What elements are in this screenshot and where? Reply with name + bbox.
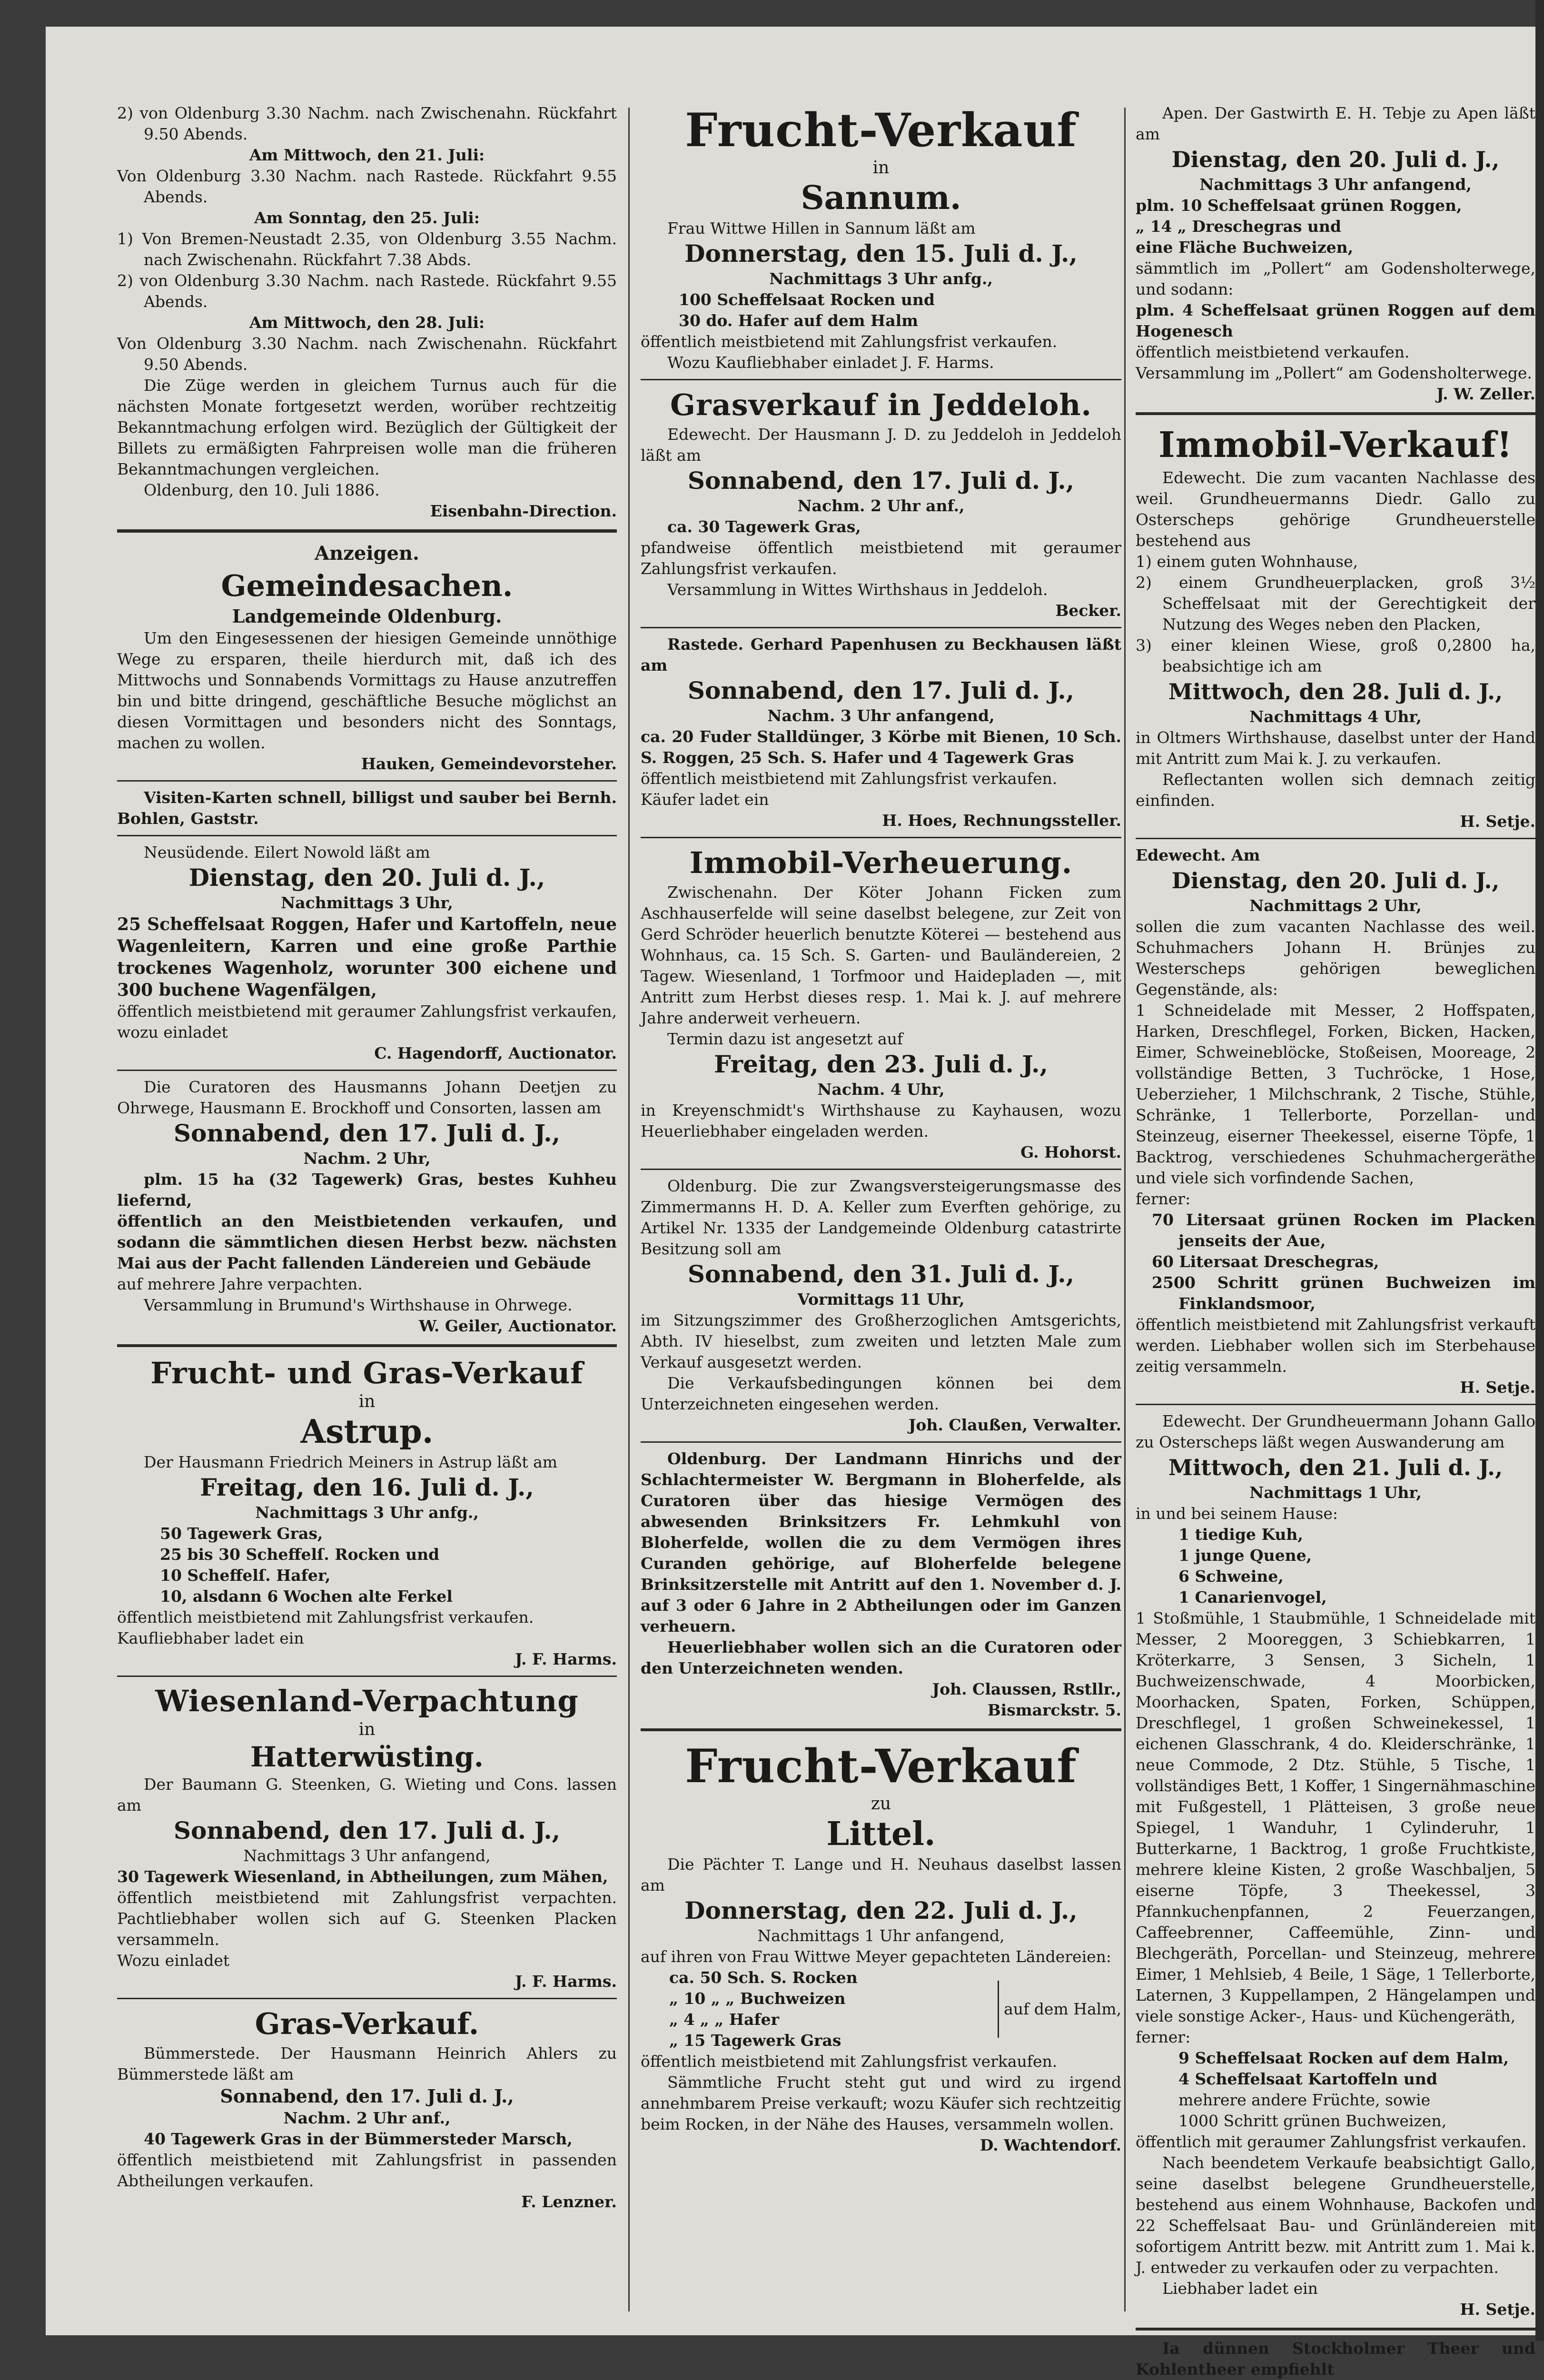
ad-sannum — [641, 103, 1121, 373]
ad-wiesenland — [117, 1683, 617, 1992]
ad-rastede — [641, 634, 1121, 831]
ad-body: Ia dünnen Stockholmer Theer und Kohlentheer empfiehlt — [1136, 2339, 1535, 2379]
ad-body: 25 Scheffelsaat Roggen, Hafer und Kartoffeln, neue Wagenleitern, Karren und eine große Parthie trockenes Wagenholz, worunter 300 eichene und 300 buchene Wagenfälgen, — [117, 914, 617, 1000]
ad-time: Nachmittags 2 Uhr, — [1249, 896, 1422, 915]
ad-body: 1 Stoßmühle, 1 Staubmühle, 1 Schneidelade mit Messer, 2 Mooreggen, 3 Schiebkarren, 1 Kröterkarre, 3 Sensen, 3 Sicheln, 1 Buchweizenschwade, 4 Moorbicken, Moorhacken, Spaten, Forken, Schüppen, Dreschflegel, 1 großen Schweinekessel, 1 eichenen Glasschrank, 4 do. Kleiderschränke, 1 neue Commode, 2 Dtz. Stühle, 5 Tische, 1 vollständiges Bett, 1 Koffer, 1 Singernähmaschine mit Fußgestell, 1 Plätteisen, 3 große neue Spiegel, 1 Wanduhr, 1 Cylinderuhr, 1 Butterkarne, 1 Backtrog, 1 große Fruchtkiste, mehrere kleine Kisten, 2 große Waschbaljen, 5 eiserne Töpfe, 3 Theekessel, 3 Pfannkuchenpfannen, 2 Feuerzangen, Caffeebrenner, Caffeemühle, Zinn- und Blechgeräth, Porcellan- und Steinzeug, mehrere Eimer, 1 Mehlsieb, 4 Beile, 1 Säge, 1 Tellerborte, Laternen, 3 Kuppellampen, 2 Hängelampen und viele sonstige Acker-, Haus- und Küchengeräth, — [1136, 1609, 1535, 2025]
ad-title: Wiesenland-Verpachtung — [155, 1684, 579, 1718]
ad-title: Immobil-Verheuerung. — [689, 845, 1073, 880]
ad-item: 10 Scheffelſ. Hafer, — [160, 1566, 331, 1585]
timetable-line: Von Oldenburg 3.30 Nachm. nach Rastede. Rückfahrt 9.55 Abends. — [117, 167, 617, 206]
ad-time: Nachmittags 3 Uhr anfangend, — [243, 1846, 491, 1865]
ad-tail: Kaufliebhaber ladet ein — [117, 1629, 304, 1647]
ad-item: 2) einem Grundheuerplacken, groß 3½ Scheffelsaat mit der Gerechtigkeit der Nutzung des Weges neben den Placken, — [1136, 573, 1535, 634]
ad-time: Nachm. 2 Uhr, — [303, 1149, 431, 1168]
signature: J. F. Harms. — [515, 1972, 617, 1991]
item-list — [641, 1967, 998, 2051]
divider — [1136, 1404, 1535, 1405]
ad-item: 6 Schweine, — [1178, 1567, 1284, 1586]
divider — [1136, 2328, 1535, 2330]
ad-place: Astrup. — [300, 1413, 434, 1451]
divider — [117, 780, 617, 782]
signature: Joh. Claußen, Verwalter. — [908, 1416, 1121, 1434]
ad-keller — [641, 1176, 1121, 1436]
ad-item: „ 10 „ „ Buchweizen — [669, 1989, 846, 2008]
signature: J. F. Harms. — [515, 1650, 617, 1668]
ad-item: 60 Litersaat Dreschegras, — [1152, 1252, 1379, 1271]
signature: D. Wachtendorf. — [980, 2136, 1121, 2154]
ad-tail: Wozu einladet — [117, 1951, 230, 1970]
ad-body: 30 Tagewerk Wiesenland, in Abtheilungen, zum Mähen, — [117, 1867, 608, 1886]
ad-intro: Edewecht. Der Hausmann J. D. zu Jeddeloh in Jeddeloh läßt am — [641, 425, 1121, 465]
ad-time: Nachm. 4 Uhr, — [817, 1080, 945, 1099]
signature: F. Lenzner. — [521, 2192, 617, 2211]
signature: H. Setje. — [1460, 2300, 1535, 2319]
ad-date: Sonnabend, den 17. Juli d. J., — [173, 1816, 561, 1844]
ad-body: ca. 30 Tagewerk Gras, — [667, 517, 861, 536]
divider — [117, 1070, 617, 1071]
divider — [117, 1998, 617, 1999]
ad-neusuedende — [117, 842, 617, 1064]
ad-body: Oldenburg. Der Landmann Hinrichs und der Schlachtermeister W. Bergmann in Bloherfelde, als Curatoren über das hiesige Vermögen des abwesenden Brinksitzers Fr. Lehmkuhl von Bloherfelde, wollen die zu dem Vermögen ihres Curanden gehörige, auf Bloherfelde belegene Brinksitzerstelle mit Antritt auf den 1. November d. J. auf 3 oder 6 Jahre in 2 Abtheilungen oder im Ganzen verheuern. — [641, 1449, 1121, 1636]
divider — [641, 379, 1121, 380]
ad-title: Gemeindesachen. — [221, 568, 513, 603]
ad-tail: öffentlich meistbietend mit Zahlungsfrist in passenden Abtheilungen verkaufen. — [117, 2151, 617, 2190]
ad-body: sollen die zum vacanten Nachlasse des weil. Schuhmachers Johann H. Brünjes zu Westerscheps gehörigen beweglichen Gegenstände, als: — [1136, 917, 1535, 999]
ad-title: Gras-Verkauf. — [255, 2006, 479, 2041]
ad-tail: Reflectanten wollen sich demnach zeitig einfinden. — [1136, 770, 1535, 810]
ad-ferner: ferner: — [1136, 2028, 1191, 2046]
ad-body: 40 Tagewerk Gras in der Bümmersteder Marsch, — [144, 2130, 573, 2148]
ad-item: 9 Scheffelsaat Rocken auf dem Halm, — [1178, 2049, 1509, 2067]
divider — [117, 1344, 617, 1347]
ad-tail: Versammlung in Wittes Wirthshaus in Jeddeloh. — [667, 580, 1048, 599]
divider — [641, 1728, 1121, 1731]
ad-body: öffentlich an den Meistbietenden verkaufen, und sodann die sämmtlichen diesen Herbst bezw. nächsten Mai aus der Pacht fallenden Ländereien und Gebäude — [117, 1212, 617, 1272]
section-heading-anzeigen: Anzeigen. — [315, 542, 419, 565]
ad-item: „ 15 Tagewerk Gras — [669, 2031, 841, 2050]
item-group — [641, 1967, 1121, 2051]
ad-intro: Edewecht. Der Grundheuermann Johann Gallo zu Osterscheps läßt wegen Auswanderung am — [1136, 1412, 1535, 1451]
divider — [1136, 838, 1535, 839]
signature: H. Setje. — [1460, 812, 1535, 831]
column-rule — [628, 108, 630, 2311]
ad-in: in — [358, 1720, 376, 1739]
ad-title: Frucht- und Gras-Verkauf — [150, 1356, 584, 1390]
ad-time: Nachm. 3 Uhr anfangend, — [767, 706, 995, 725]
ad-in: in — [872, 158, 890, 178]
ad-body: ca. 20 Fuder Stalldünger, 3 Körbe mit Bienen, 10 Sch. S. Roggen, 25 Sch. S. Hafer und 4 Tagewerk Gras — [641, 727, 1121, 767]
ad-intro: Der Hausmann Friedrich Meiners in Astrup läßt am — [144, 1453, 558, 1471]
ad-date: Sonnabend, den 17. Juli d. J., — [687, 676, 1075, 704]
timetable-heading: Am Mittwoch, den 28. Juli: — [249, 313, 485, 332]
ad-date: Mittwoch, den 21. Juli d. J., — [1168, 1455, 1503, 1480]
ad-body: plm. 15 ha (32 Tagewerk) Gras, bestes Kuhheu liefernd, — [117, 1170, 617, 1210]
ad-item: 1 Canarienvogel, — [1178, 1588, 1327, 1606]
ad-date: Dienstag, den 20. Juli d. J., — [1171, 147, 1500, 172]
ad-item: 4 Scheffelsaat Kartoffeln und — [1178, 2070, 1437, 2088]
ad-intro: Edewecht. Am — [1136, 846, 1260, 864]
ad-date: Mittwoch, den 28. Juli d. J., — [1168, 679, 1503, 704]
column-1 — [117, 103, 617, 2212]
dateline: Oldenburg, den 10. Juli 1886. — [144, 481, 380, 499]
ad-title: Frucht-Verkauf — [685, 103, 1077, 157]
ad-body: Oldenburg. Die zur Zwangsversteigerungsmasse des Zimmermanns H. D. A. Keller zum Everften gehörige, zu Artikel Nr. 1335 der Landgemeinde Oldenburg catastrirte Besitzung soll am — [641, 1177, 1121, 1258]
signature: J. W. Zeller. — [1436, 385, 1535, 403]
ad-title: Immobil-Verkauf! — [1158, 425, 1513, 466]
ad-item: 3) einer kleinen Wiese, groß 0,2800 ha, beabsichtige ich am — [1136, 636, 1535, 675]
ad-date: Dienstag, den 20. Juli d. J., — [188, 863, 545, 892]
ad-intro: Edewecht. Die zum vacanten Nachlasse des weil. Grundheuermanns Diedr. Gallo zu Osterscheps gehörige Grundheuerstelle bestehend aus — [1136, 468, 1535, 550]
ad-title: Frucht-Verkauf — [685, 1739, 1077, 1793]
ad-tail: Wozu Kaufliebhaber einladet J. F. Harms. — [667, 353, 994, 372]
ad-in: in — [358, 1392, 376, 1411]
ad-theer — [1136, 2338, 1535, 2380]
ad-date: Donnerstag, den 15. Juli d. J., — [684, 239, 1078, 268]
ad-time: Nachmittags 3 Uhr anfg., — [769, 269, 993, 288]
ad-item: eine Fläche Buchweizen, — [1136, 238, 1354, 257]
ad-place: Sannum. — [801, 179, 961, 217]
brace-label: auf dem Halm, — [998, 1981, 1121, 2038]
ad-item: mehrere andere Früchte, sowie — [1178, 2091, 1431, 2109]
ad-bruenjes — [1136, 845, 1535, 1398]
signature: H. Hoes, Rechnungssteller. — [882, 811, 1121, 830]
ad-item: plm. 10 Scheffelsaat grünen Roggen, — [1136, 196, 1462, 215]
ad-littel — [641, 1739, 1121, 2156]
ad-place: Hatterwüsting. — [250, 1741, 484, 1773]
ad-astrup — [117, 1355, 617, 1670]
ad-gras-verkauf — [117, 2005, 617, 2212]
timetable-heading: Am Sonntag, den 25. Juli: — [254, 208, 480, 227]
divider — [641, 1441, 1121, 1443]
ad-intro: Rastede. Gerhard Papenhusen zu Beckhausen läßt am — [641, 635, 1121, 674]
ad-body: plm. 4 Scheffelsaat grünen Roggen auf dem Hogenesch — [1136, 301, 1535, 340]
ad-tail: im Sitzungszimmer des Großherzoglichen Amtsgerichts, Abth. IV hieselbst, zum zweiten und letzten Male zum Verkauf ausgesetzt werden. — [641, 1311, 1121, 1371]
signature: G. Hohorst. — [1020, 1143, 1121, 1161]
ad-place: Littel. — [826, 1815, 936, 1853]
ad-intro: Die Curatoren des Hausmanns Johann Deetjen zu Ohrwege, Hausmann E. Brockhoff und Consorten, lassen am — [117, 1078, 617, 1117]
ad-body: pfandweise öffentlich meistbietend mit geraumer Zahlungsfrist verkaufen. — [641, 538, 1121, 578]
railway-timetable — [117, 103, 617, 522]
ad-time: Vormittags 11 Uhr, — [797, 1290, 965, 1309]
ad-body: Um den Eingesessenen der hiesigen Gemeinde unnöthige Wege zu ersparen, theile hierdurch mit, daß ich des Mittwochs und Sonnabends Vormittags zu Hause anzutreffen bin und bitte dringend, geschäftliche Besuche möglichst an diesen Vormittagen und besonders nicht des Sonntags, machen zu wollen. — [117, 629, 617, 752]
ad-tail: Versammlung im „Pollert“ am Godensholterwege. — [1136, 364, 1532, 382]
ad-item: 100 Scheffelsaat Rocken und — [679, 290, 935, 309]
ad-date: Freitag, den 23. Juli d. J., — [714, 1050, 1048, 1078]
ad-ferner: ferner: — [1136, 1190, 1191, 1208]
ad-time: Nachmittags 4 Uhr, — [1249, 707, 1422, 726]
ad-tail: öffentlich meistbietend mit Zahlungsfrist verkaufen. — [117, 1608, 534, 1626]
timetable-line: 2) von Oldenburg 3.30 Nachm. nach Rastede. Rückfahrt 9.55 Abends. — [117, 271, 617, 311]
ad-tail: öffentlich meistbietend mit Zahlungsfrist verpachten. Pachtliebhaber wollen sich auf G. Steenken Placken versammeln. — [117, 1888, 617, 1949]
ad-intro: Neusüdende. Eilert Nowold läßt am — [144, 843, 430, 862]
ad-hinrichs — [641, 1448, 1121, 1721]
ad-time: Nachm. 2 Uhr anf., — [283, 2109, 451, 2127]
ad-deetjen — [117, 1077, 617, 1337]
ad-time: Nachm. 2 Uhr anf., — [797, 496, 965, 515]
ad-subtitle: Landgemeinde Oldenburg. — [232, 605, 502, 627]
ad-tail: öffentlich meistbietend mit Zahlungsfrist verkaufen. — [641, 769, 1058, 788]
ad-item: 30 do. Hafer auf dem Halm — [679, 311, 919, 330]
ad-zu: zu — [871, 1794, 891, 1814]
ad-time: Nachmittags 1 Uhr, — [1249, 1483, 1422, 1502]
signature: C. Hagendorff, Auctionator. — [374, 1044, 617, 1062]
ad-date: Sonnabend, den 31. Juli d. J., — [687, 1260, 1075, 1288]
ad-immobil-verkauf — [1136, 423, 1535, 832]
ad-tail: öffentlich meistbietend mit Zahlungsfrist verkaufen. — [641, 332, 1058, 351]
ad-item: 1 junge Quene, — [1178, 1546, 1312, 1565]
signature: Hauken, Gemeindevorsteher. — [361, 754, 617, 773]
ad-item: ca. 50 Sch. S. Rocken — [669, 1968, 858, 1987]
ad-item: 1000 Schritt grünen Buchweizen, — [1178, 2112, 1447, 2130]
timetable-line: 2) von Oldenburg 3.30 Nachm. nach Zwischenahn. Rückfahrt 9.50 Abends. — [117, 104, 617, 143]
divider — [117, 529, 617, 533]
ad-gallo — [1136, 1411, 1535, 2320]
ad-time: Nachmittags 3 Uhr anfg., — [255, 1503, 479, 1522]
divider — [641, 627, 1121, 628]
timetable-line: 1) Von Bremen-Neustadt 2.35, von Oldenburg 3.55 Nachm. nach Zwischenahn. Rückfahrt 7.38 Abds. — [117, 229, 617, 269]
ad-date: Freitag, den 16. Juli d. J., — [200, 1473, 534, 1501]
ad-tail: Liebhaber ladet ein — [1162, 2279, 1318, 2298]
ad-item: „ 14 „ Dreschegras und — [1136, 217, 1341, 236]
ad-gemeindesachen — [117, 567, 617, 774]
ad-jeddeloh — [641, 386, 1121, 621]
ad-intro: Der Baumann G. Steenken, G. Wieting und Cons. lassen am — [117, 1775, 617, 1815]
ad-body: in und bei seinem Hause: — [1136, 1504, 1338, 1523]
ad-date: Sonnabend, den 17. Juli d. J., — [220, 2085, 514, 2107]
ad-date: Sonnabend, den 17. Juli d. J., — [173, 1119, 561, 1147]
ad-intro: Die Pächter T. Lange und H. Neuhaus daselbst lassen am — [641, 1855, 1121, 1894]
ad-body: auf ihren von Frau Wittwe Meyer gepachteten Ländereien: — [641, 1947, 1112, 1966]
ad-tail: in Oltmers Wirthshause, daselbst unter der Hand mit Antritt zum Mai k. J. zu verkaufen. — [1136, 728, 1535, 768]
ad-tail: öffentlich meistbietend mit Zahlungsfrist verkauft werden. Liebhaber wollen sich im Sterbehause zeitig versammeln. — [1136, 1315, 1535, 1376]
signature: Becker. — [1055, 601, 1121, 620]
ad-intro: Frau Wittwe Hillen in Sannum läßt am — [667, 219, 976, 238]
ad-tail: öffentlich meistbietend verkaufen. — [1136, 343, 1410, 361]
ad-time: Nachmittags 3 Uhr anfangend, — [1199, 175, 1472, 194]
ad-visitenkarten: Visiten-Karten schnell, billigst und sauber bei Bernh. Bohlen, Gaststr. — [117, 788, 617, 828]
ad-tail: öffentlich mit geraumer Zahlungsfrist verkaufen. — [1136, 2132, 1527, 2151]
ad-intro: Bümmerstede. Der Hausmann Heinrich Ahlers zu Bümmerstede läßt am — [117, 2044, 617, 2083]
ad-item: 50 Tagewerk Gras, — [160, 1524, 323, 1543]
ad-tail: in Kreyenschmidt's Wirthshause zu Kayhausen, wozu Heuerliebhaber eingeladen werden. — [641, 1101, 1121, 1140]
column-2 — [641, 103, 1121, 2156]
ad-body: Versammlung in Brumund's Wirthshause in Ohrwege. — [144, 1296, 573, 1314]
ad-time: Nachmittags 1 Uhr anfangend, — [757, 1926, 1005, 1945]
divider — [117, 1676, 617, 1677]
divider — [641, 837, 1121, 838]
ad-tail: Sämmtliche Frucht steht gut und wird zu irgend annehmbarem Preise verkauft; wozu Käufer sich rechtzeitig beim Rocken, in der Nähe des Hauses, versammeln wollen. — [641, 2073, 1121, 2133]
ad-item: 70 Litersaat grünen Rocken im Placken jenseits der Aue, — [1152, 1210, 1535, 1250]
ad-date: Sonnabend, den 17. Juli d. J., — [687, 466, 1075, 495]
ad-date: Dienstag, den 20. Juli d. J., — [1171, 868, 1500, 893]
ad-tail: öffentlich meistbietend mit Zahlungsfrist verkaufen. — [641, 2052, 1058, 2071]
ad-item: 10, alsdann 6 Wochen alte Ferkel — [160, 1587, 453, 1606]
ad-item: 25 bis 30 Scheffelſ. Rocken und — [160, 1545, 440, 1564]
newspaper-page — [46, 27, 1535, 2379]
column-rule — [1124, 108, 1126, 2311]
ad-intro: Apen. Der Gastwirth E. H. Tebje zu Apen läßt am — [1136, 104, 1535, 143]
ad-item: 1 tiedige Kuh, — [1178, 1525, 1303, 1544]
ad-item: 1) einem guten Wohnhause, — [1136, 552, 1358, 571]
signature: Joh. Claussen, Rstllr., — [932, 1680, 1121, 1698]
ad-body: auf mehrere Jahre verpachten. — [117, 1275, 363, 1293]
signature: H. Setje. — [1460, 1378, 1535, 1397]
timetable-heading: Am Mittwoch, den 21. Juli: — [249, 146, 485, 164]
timetable-note: Die Züge werden in gleichem Turnus auch für die nächsten Monate fortgesetzt werden, worüber rechtzeitig Bekanntmachung erfolgen wird. Bezüglich der Gültigkeit der Billets zu ermäßigten Fahrpreisen wolle man die früheren Bekanntmachungen vergleichen. — [117, 376, 617, 478]
column-3 — [1136, 103, 1535, 2380]
ad-body: Zwischenahn. Der Köter Johann Ficken zum Aschhauserfelde will seine daselbst belegene, zur Zeit von Gerd Schröder heuerlich benutzte Köterei — bestehend aus Wohnhaus, ca. 15 Sch. S. Garten- und Bauländereien, 2 Tagew. Wiesenland, 1 Torfmoor und Haidepladen —, mit Antritt zum Herbst dieses resp. 1. Mai k. J. auf mehrere Jahre anderweit verheuern. — [641, 883, 1121, 1027]
ad-apen — [1136, 103, 1535, 405]
divider — [1136, 412, 1535, 415]
signature: W. Geiler, Auctionator. — [418, 1317, 617, 1335]
ad-body: 1 Schneidelade mit Messer, 2 Hoffspaten, Harken, Dreschflegel, Forken, Bicken, Hacken, Eimer, Schweineblöcke, Stoßeisen, Mooreage, 2 vollständige Betten, 3 Tuchröcke, 1 Hose, Ueberzieher, 1 Milchschrank, 2 Tische, Stühle, Schränke, 1 Tellerborte, Porzellan- und Steinzeug, eiserner Theekessel, eiserne Töpfe, 1 Backtrog, verschiedenes Schuhmachergeräthe und viele sich vorfindende Sachen, — [1136, 1001, 1535, 1187]
ad-body: sämmtlich im „Pollert“ am Godensholterwege, und sodann: — [1136, 259, 1535, 298]
divider — [117, 835, 617, 836]
signature: Eisenbahn-Direction. — [430, 502, 617, 520]
ad-item: 2500 Schritt grünen Buchweizen im Finklandsmoor, — [1152, 1273, 1535, 1313]
ad-body: Heuerliebhaber wollen sich an die Curatoren oder den Unterzeichneten wenden. — [641, 1638, 1121, 1677]
scan-edge — [1535, 0, 1544, 2341]
timetable-line: Von Oldenburg 3.30 Nachm. nach Zwischenahn. Rückfahrt 9.50 Abends. — [117, 334, 617, 374]
signature: Bismarckstr. 5. — [987, 1701, 1121, 1719]
ad-tail: Die Verkaufsbedingungen können bei dem Unterzeichneten eingesehen werden. — [641, 1374, 1121, 1413]
ad-item: „ 4 „ „ Hafer — [669, 2010, 779, 2029]
ad-body: Termin dazu ist angesetzt auf — [667, 1030, 903, 1048]
ad-tail: öffentlich meistbietend mit geraumer Zahlungsfrist verkaufen, wozu einladet — [117, 1002, 617, 1041]
ad-verheuerung — [641, 844, 1121, 1163]
ad-tail: Nach beendetem Verkaufe beabsichtigt Gallo, seine daselbst belegene Grundheuerstelle, bestehend aus einem Wohnhause, Backofen und 22 Scheffelsaat Bau- und Grünländereien mit sofortigem Antritt bezw. mit Antritt zum 1. Mai k. J. entweder zu verkaufen oder zu verpachten. — [1136, 2153, 1535, 2277]
ad-time: Nachmittags 3 Uhr, — [281, 893, 453, 912]
ad-title: Grasverkauf in Jeddeloh. — [670, 387, 1092, 422]
ad-date: Donnerstag, den 22. Juli d. J., — [684, 1896, 1078, 1924]
ad-tail: Käufer ladet ein — [641, 790, 769, 809]
divider — [641, 1169, 1121, 1170]
